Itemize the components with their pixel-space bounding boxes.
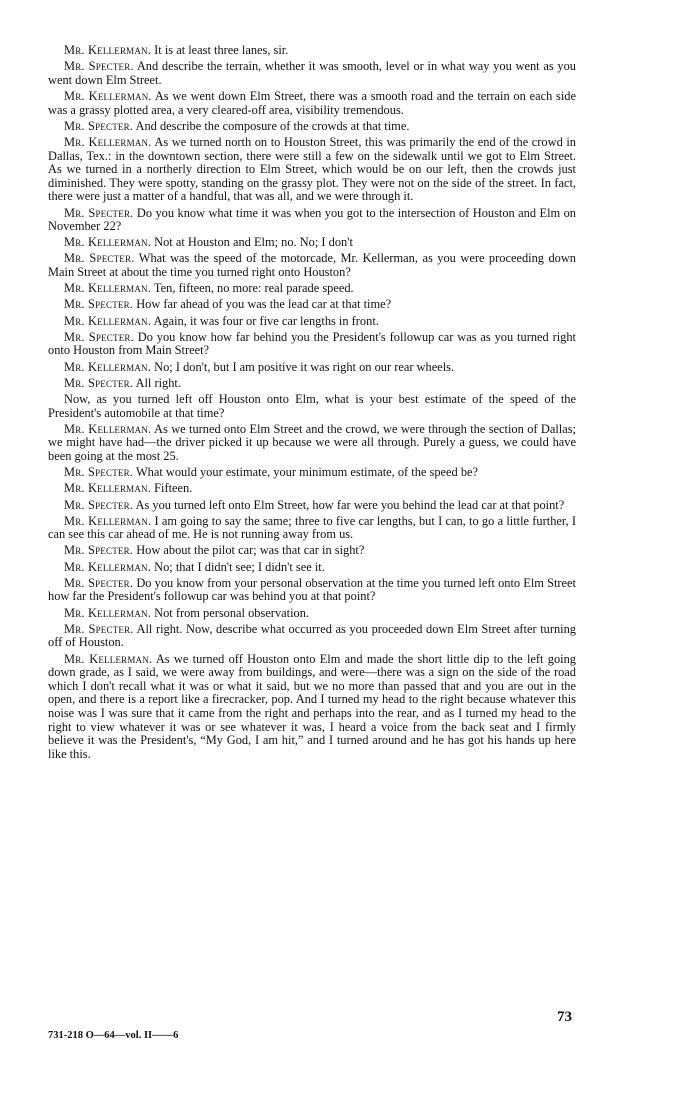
speaker-label: Mr. Specter. [64, 621, 134, 636]
paragraph-23 [48, 577, 576, 604]
speaker-label: Mr. Specter. [64, 465, 134, 480]
paragraph-text: Fifteen. [151, 481, 193, 496]
speaker-label: Mr. Kellerman. [64, 235, 152, 250]
speaker-label: Mr. Specter. [64, 251, 135, 266]
paragraph-text: As you turned left onto Elm Street, how far were you behind the lead car at that point? [133, 497, 565, 512]
speaker-label: Mr. Kellerman. [64, 481, 152, 496]
paragraph-text: I am going to say the same; three to five car lengths, but I can, to go a little further, I can see this car ahead of me. He is not running away from us. [48, 513, 577, 542]
speaker-label: Mr. Specter. [64, 543, 134, 558]
paragraph-text: And describe the composure of the crowds at that time. [133, 118, 410, 133]
paragraph-21 [48, 544, 576, 558]
speaker-label: Mr. Kellerman. [64, 88, 152, 103]
speaker-label: Mr. Specter. [64, 118, 134, 133]
speaker-label: Mr. Specter. [64, 297, 134, 312]
paragraph-text: Now, as you turned left off Houston onto Elm, what is your best estimate of the speed of the President's automobile at that time? [48, 391, 576, 420]
paragraph-18 [48, 482, 576, 496]
paragraph-24 [48, 607, 576, 621]
paragraph-13 [48, 361, 576, 375]
speaker-label: Mr. Specter. [64, 375, 134, 390]
paragraph-text: As we turned north on to Houston Street, this was primarily the end of the crowd in Dallas, Tex.: in the downtown section, there were still a few on the sidewalk until we got to Elm Street. As we turned in a northerly direction to Elm Street, which would be on our left, then the crowds just diminished. They were spotty, standing on the grassy plot. They were not on the side of the street. In fact, there were just a matter of a handful, that was all, and we were through it. [48, 134, 576, 204]
paragraph-text: As we went down Elm Street, there was a smooth road and the terrain on each side was a grassy plotted area, a very cleared-off area, visibility tremendous. [48, 88, 576, 117]
speaker-label: Mr. Specter. [64, 205, 134, 220]
paragraph-2 [48, 60, 576, 87]
transcript-page [48, 44, 576, 764]
paragraph-9 [48, 282, 576, 296]
paragraph-text: All right. [133, 375, 181, 390]
page-number: 73 [557, 1009, 572, 1025]
paragraph-text: What would your estimate, your minimum estimate, of the speed be? [133, 465, 479, 480]
paragraph-5 [48, 136, 576, 204]
paragraph-text: Do you know what time it was when you got to the intersection of Houston and Elm on November 22? [48, 205, 576, 234]
speaker-label: Mr. Kellerman. [64, 134, 152, 149]
speaker-label: Mr. Specter. [64, 575, 134, 590]
paragraph-text: As we turned onto Elm Street and the crowd, we were through the section of Dallas; we might have had—the driver picked it up because we were all through. Purely a guess, we could have been going at the most 25. [48, 421, 576, 463]
paragraph-text: It is at least three lanes, sir. [151, 43, 289, 57]
paragraph-text: All right. Now, describe what occurred as you proceeded down Elm Street after turning off of Houston. [48, 621, 576, 650]
paragraph-text: Not from personal observation. [151, 605, 310, 620]
paragraph-8 [48, 252, 576, 279]
print-code: 731-218 O—64—vol. II——6 [48, 1030, 179, 1041]
paragraph-3 [48, 90, 576, 117]
paragraph-1 [48, 44, 576, 58]
paragraph-7 [48, 236, 576, 250]
paragraph-4 [48, 120, 576, 134]
paragraph-17 [48, 466, 576, 480]
speaker-label: Mr. Specter. [64, 59, 134, 74]
paragraph-text: How about the pilot car; was that car in sight? [133, 543, 365, 558]
paragraph-6 [48, 207, 576, 234]
paragraph-19 [48, 499, 576, 513]
speaker-label: Mr. Specter. [64, 497, 134, 512]
speaker-label: Mr. Specter. [64, 329, 134, 344]
paragraph-26 [48, 653, 576, 762]
paragraph-12 [48, 331, 576, 358]
paragraph-text: And describe the terrain, whether it was smooth, level or in what way you went as you went down Elm Street. [48, 59, 577, 87]
speaker-label: Mr. Kellerman. [64, 281, 152, 296]
paragraph-text: No; I don't, but I am positive it was right on our rear wheels. [151, 359, 455, 374]
paragraph-text: Do you know how far behind you the President's followup car was as you turned right onto Houston from Main Street? [48, 329, 576, 358]
speaker-label: Mr. Kellerman. [64, 605, 152, 620]
paragraph-text: No; that I didn't see; I didn't see it. [151, 559, 325, 574]
paragraph-16 [48, 423, 576, 464]
paragraph-text: Again, it was four or five car lengths in front. [151, 313, 379, 328]
speaker-label: Mr. Kellerman. [64, 513, 152, 528]
paragraph-text: What was the speed of the motorcade, Mr. Kellerman, as you were proceeding down Main Street at about the time you turned right onto Houston? [48, 251, 577, 280]
paragraph-22 [48, 561, 576, 575]
paragraph-text: Ten, fifteen, no more: real parade speed. [151, 281, 354, 296]
speaker-label: Mr. Kellerman. [64, 651, 153, 666]
paragraph-text: Not at Houston and Elm; no. No; I don't [151, 235, 353, 250]
paragraph-20 [48, 515, 576, 542]
speaker-label: Mr. Kellerman. [64, 359, 152, 374]
paragraph-25 [48, 623, 576, 650]
paragraph-text: How far ahead of you was the lead car at that time? [133, 297, 392, 312]
paragraph-text: Do you know from your personal observation at the time you turned left onto Elm Street how far the President's followup car was behind you at that point? [48, 575, 576, 604]
speaker-label: Mr. Kellerman. [64, 559, 152, 574]
speaker-label: Mr. Kellerman. [64, 313, 152, 328]
speaker-label: Mr. Kellerman. [64, 421, 152, 436]
paragraph-10 [48, 298, 576, 312]
paragraph-text: As we turned off Houston onto Elm and made the short little dip to the left going down grade, as I said, we were away from buildings, and were—there was a sign on the side of the road which I don't recall what it was or what it said, but we no more than passed that and you are out in the open, and there is a report like a firecracker, pop. And I turned my head to the right because whatever this noise was I was sure that it came from the right and perhaps into the rear, and as I turned my head to the right to view whatever it was or see whatever it was, I heard a voice from the back seat and I firmly believe it was the President's, “My God, I am hit,” and I turned around and he has got his hands up here like this. [48, 651, 576, 761]
paragraph-15 [48, 393, 576, 420]
paragraph-14 [48, 377, 576, 391]
speaker-label: Mr. Kellerman. [64, 43, 152, 57]
paragraph-11 [48, 315, 576, 329]
